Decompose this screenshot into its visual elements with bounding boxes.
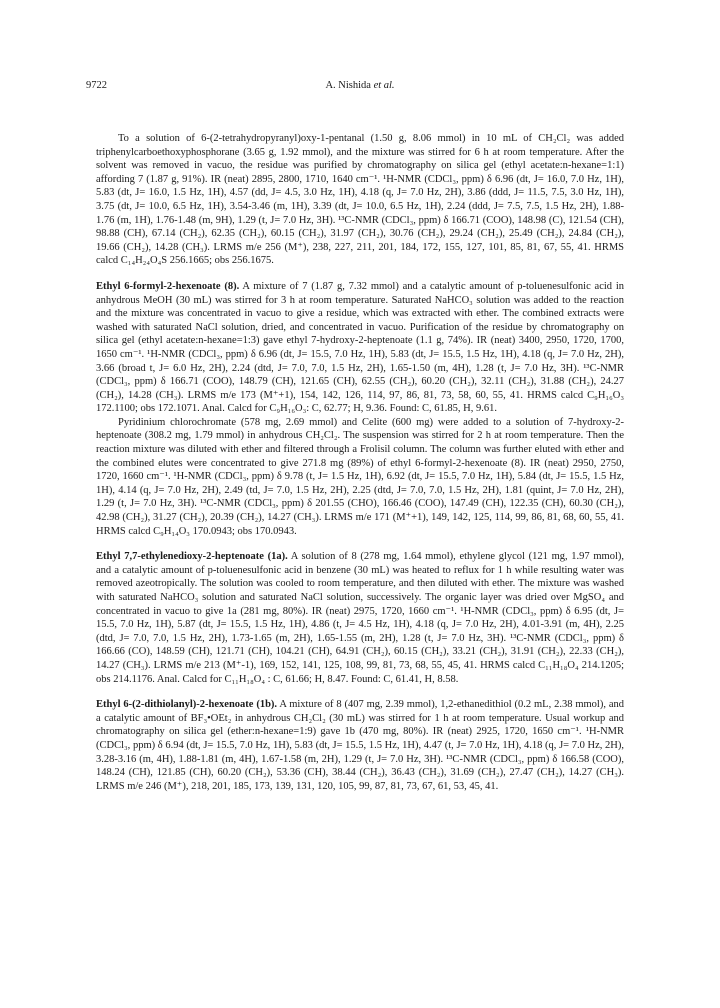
et-al: et al.	[373, 80, 395, 91]
paragraph-2	[96, 280, 624, 416]
paragraph-3-text: Pyridinium chlorochromate (578 mg, 2.69 mmol) and Celite (600 mg) were added to a solution of 7-hydroxy-2-heptenoate (308.2 mg, 1.79 mmol) in anhydrous CH₂Cl₂. The suspension was stirred for 2 h at room temperature. Then the reaction mixture was diluted with ether and filtered through a Frolisil column. The column was further eluted with ether and the combined elutes were concentrated to give 271.8 mg (89%) of ethyl 6-formyl-2-hexenoate (8). IR (neat) 2950, 2750, 1720, 1660 cm⁻¹. ¹H-NMR (CDCl₃, ppm) δ 9.78 (t, J= 1.5 Hz, 1H), 6.92 (dt, J= 15.5, 7.0 Hz, 1H), 5.84 (dt, J= 15.5, 1.5 Hz, 1H), 4.14 (q, J= 7.0 Hz, 2H), 2.49 (td, J= 7.0, 1.5 Hz, 2H), 2.25 (dtd, J= 7.0, 7.0, 1.5 Hz, 2H), 1.81 (quint, J= 7.0 Hz, 2H), 1.29 (t, J= 7.0 Hz, 3H). ¹³C-NMR (CDCl₃, ppm) δ 201.55 (CHO), 166.46 (COO), 147.49 (CH), 122.35 (CH), 60.30 (CH₂), 42.98 (CH₂), 31.27 (CH₂), 20.39 (CH₂), 14.27 (CH₃). LRMS m/e 171 (M⁺+1), 149, 142, 125, 114, 99, 86, 81, 68, 60, 55, 41. HRMS calcd C₉H₁₄O₃ 170.0943; obs 170.0943.	[96, 416, 624, 537]
paragraph-1	[96, 132, 624, 268]
paragraph-4	[96, 550, 624, 686]
paragraph-5	[96, 698, 624, 793]
paragraph-2-title: Ethyl 6-formyl-2-hexenoate (8).	[96, 280, 240, 292]
paragraph-5-title: Ethyl 6-(2-dithiolanyl)-2-hexenoate (1b).	[96, 699, 278, 711]
experimental-text	[96, 132, 624, 793]
paragraph-2-text: A mixture of 7 (1.87 g, 7.32 mmol) and a catalytic amount of p-toluenesulfonic acid in anhydrous MeOH (30 mL) was stirred for 3 h at room temperature. Saturated NaHCO₃ solution was added to the reaction and the mixture was concentrated in vacuo to give a residue, which was extracted with ether. The combined extracts were washed with saturated NaCl solution, dried, and concentrated in vacuo. Purification of the residue by chromatography on silica gel (ethyl acetate:n-hexane=1:3) gave ethyl 7-hydroxy-2-heptenoate (1.1 g, 74%). IR (neat) 3400, 2950, 1720, 1700, 1650 cm⁻¹. ¹H-NMR (CDCl₃, ppm) δ 6.96 (dt, J= 15.5, 7.0 Hz, 1H), 5.83 (dt, J= 15.5, 1.5 Hz, 1H), 4.18 (q, J= 7.0 Hz, 2H), 3.66 (broad t, J= 6.0 Hz, 2H), 2.24 (dtd, J= 7.0, 7.0, 1.5 Hz, 2H), 1.65-1.50 (m, 4H), 1.28 (t, J= 7.0 Hz, 3H). ¹³C-NMR (CDCl₃, ppm) δ 166.71 (COO), 148.79 (CH), 121.65 (CH), 62.55 (CH₂), 60.20 (CH₂), 32.11 (CH₂), 31.88 (CH₂), 24.27 (CH₂), 14.28 (CH₃). LRMS m/e 173 (M⁺+1), 154, 142, 126, 114, 97, 86, 81, 73, 58, 60, 55, 41. HRMS calcd C₉H₁₆O₃ 172.1100; obs 172.1071. Anal. Calcd for C₉H₁₆O₃: C, 62.77; H, 9.36. Found: C, 61.85, H, 9.61.	[96, 280, 624, 415]
paragraph-4-title: Ethyl 7,7-ethylenedioxy-2-heptenoate (1a).	[96, 551, 288, 563]
paragraph-4-text: A solution of 8 (278 mg, 1.64 mmol), ethylene glycol (121 mg, 1.97 mmol), and a catalytic amount of p-toluenesulfonic acid in benzene (30 mL) was heated to reflux for 1 h while resulting water was removed azeotropically. The solution was cooled to room temperature, and then diluted with ether. The mixture was washed with saturated NaHCO₃ solution and saturated NaCl solution, successively. The organic layer was dried over MgSO₄ and concentrated in vacuo to give 1a (281 mg, 80%). IR (neat) 2975, 1720, 1660 cm⁻¹. ¹H-NMR (CDCl₃, ppm) δ 6.95 (dt, J= 15.5, 7.0 Hz, 1H), 5.87 (dt, J= 15.5, 1.5 Hz, 1H), 4.86 (t, J= 4.5 Hz, 1H), 4.18 (q, J= 7.0 Hz, 2H), 4.01-3.91 (m, 4H), 2.25 (dtd, J= 7.0, 7.0, 1.5 Hz, 2H), 1.73-1.65 (m, 2H), 1.65-1.55 (m, 2H), 1.28 (t, J= 7.0 Hz, 3H). ¹³C-NMR (CDCl₃, ppm) δ 166.66 (CO), 148.59 (CH), 121.71 (CH), 104.21 (CH), 64.91 (CH₂), 60.15 (CH₂), 33.21 (CH₂), 31.91 (CH₂), 22.33 (CH₂), 14.27 (CH₃). LRMS m/e 213 (M⁺-1), 169, 152, 141, 125, 108, 99, 81, 73, 68, 55, 45, 41. HRMS calcd C₁₁H₁₈O₄ 214.1205; obs 214.1176. Anal. Calcd for C₁₁H₁₈O₄ : C, 61.66; H, 8.47. Found: C, 61.41, H, 8.58.	[96, 551, 624, 685]
paragraph-1-text: To a solution of 6-(2-tetrahydropyranyl)oxy-1-pentanal (1.50 g, 8.06 mmol) in 10 mL of CH₂Cl₂ was added triphenylcarboethoxyphosphorane (3.65 g, 1.92 mmol), and the mixture was stirred for 6 h at room temperature. After the solvent was removed in vacuo, the residue was purified by chromatography on silica gel (ethyl acetate:n-hexane=1:1) affording 7 (1.87 g, 91%). IR (neat) 2895, 2800, 1710, 1640 cm⁻¹. ¹H-NMR (CDCl₃, ppm) δ 6.96 (dt, J= 16.0, 7.0 Hz, 1H), 5.83 (dt, J= 16.0, 1.5 Hz, 1H), 4.57 (dd, J= 4.5, 3.0 Hz, 1H), 4.18 (q, J= 7.0 Hz, 2H), 3.86 (ddd, J= 11.5, 7.5, 3.0 Hz, 1H), 3.75 (dt, J= 10.0, 6.5 Hz, 1H), 3.54-3.46 (m, 1H), 3.39 (dt, J= 10.0, 6.5 Hz, 1H), 2.24 (ddd, J= 7.5, 7.5, 1.5 Hz, 2H), 1.88-1.76 (m, 1H), 1.76-1.48 (m, 9H), 1.29 (t, J= 7.0 Hz, 3H). ¹³C-NMR (CDCl₃, ppm) δ 166.71 (COO), 148.98 (C), 121.54 (CH), 98.88 (CH), 67.14 (CH₂), 62.35 (CH₂), 60.15 (CH₂), 31.97 (CH₂), 30.76 (CH₂), 29.24 (CH₂), 25.49 (CH₂), 24.84 (CH₂), 19.66 (CH₂), 14.28 (CH₃). LRMS m/e 256 (M⁺), 238, 227, 211, 201, 184, 172, 155, 127, 101, 85, 81, 67, 55, 41. HRMS calcd C₁₄H₂₄O₄S 256.1665; obs 256.1675.	[96, 133, 624, 267]
paragraph-3	[96, 416, 624, 538]
paragraph-5-text: A mixture of 8 (407 mg, 2.39 mmol), 1,2-ethanedithiol (0.2 mL, 2.38 mmol), and a catalytic amount of BF₃•OEt₂ in anhydrous CH₂Cl₂ (30 mL) was stirred for 1 h at room temperature. Usual workup and chromatography on silica gel (ether:n-hexane=1:9) gave 1b (470 mg, 80%). IR (neat) 2925, 1720, 1650 cm⁻¹. ¹H-NMR (CDCl₃, ppm) δ 6.94 (dt, J= 15.5, 7.0 Hz, 1H), 5.83 (dt, J= 15.5, 1.5 Hz, 1H), 4.47 (t, J= 7.0 Hz, 1H), 4.18 (q, J= 7.0 Hz, 2H), 3.28-3.16 (m, 4H), 1.88-1.81 (m, 4H), 1.67-1.58 (m, 2H), 1.29 (t, J= 7.0 Hz, 3H). ¹³C-NMR (CDCl₃, ppm) δ 166.58 (COO), 148.24 (CH), 121.85 (CH), 60.20 (CH₂), 53.36 (CH), 38.44 (CH₂), 36.43 (CH₂), 31.69 (CH₂), 27.47 (CH₂), 14.27 (CH₃). LRMS m/e 246 (M⁺), 218, 201, 185, 173, 139, 131, 120, 105, 99, 87, 81, 73, 67, 61, 53, 45, 41.	[96, 699, 624, 792]
running-title	[86, 80, 634, 91]
running-header	[86, 80, 634, 96]
author-name: A. Nishida	[325, 80, 371, 91]
page-number: 9722	[86, 80, 107, 91]
